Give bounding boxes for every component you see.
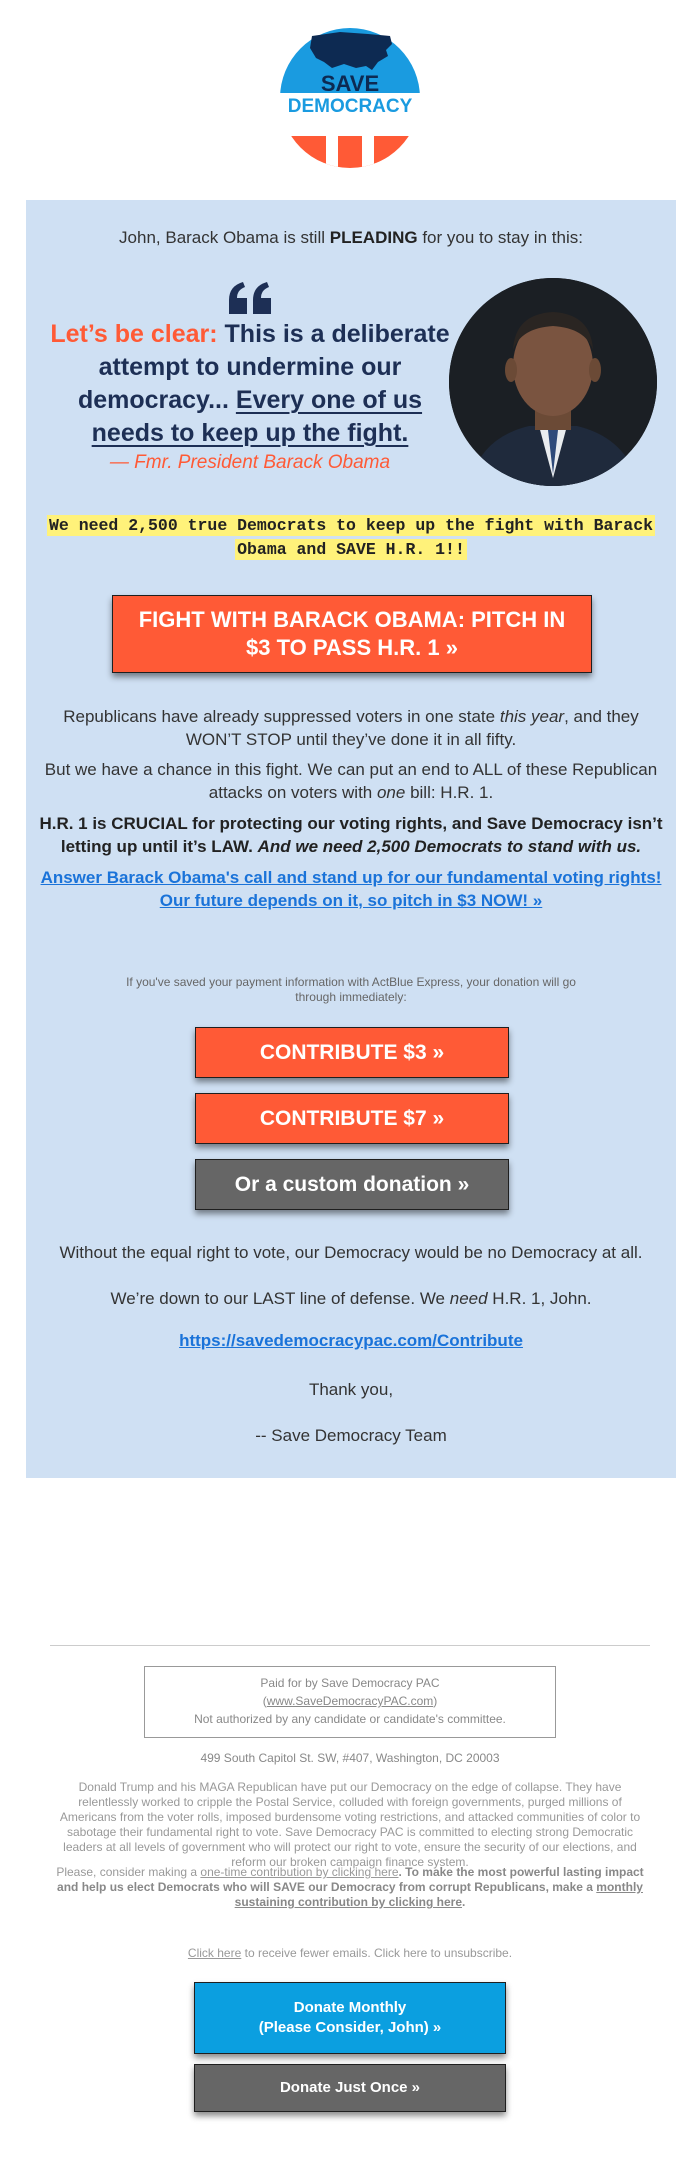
quote-lead: Let’s be clear: bbox=[50, 320, 218, 348]
footer-divider bbox=[50, 1645, 650, 1646]
donate-monthly-button[interactable]: Donate Monthly (Please Consider, John) » bbox=[194, 1982, 506, 2054]
donate-once-button[interactable]: Donate Just Once » bbox=[194, 2064, 506, 2112]
logo-graphic bbox=[280, 18, 420, 168]
quote-attribution: — Fmr. President Barack Obama bbox=[109, 452, 391, 473]
monthly-contribution-link[interactable]: monthly sustaining contribution by clicking here bbox=[234, 1880, 643, 1909]
logo-line2: DEMOCRACY bbox=[287, 96, 413, 117]
pac-address: 499 South Capitol St. SW, #407, Washington, DC 20003 bbox=[200, 1751, 500, 1765]
paragraph-equal-right: Without the equal right to vote, our Democracy would be no Democracy at all. bbox=[59, 1243, 643, 1262]
custom-donation-button[interactable]: Or a custom donation » bbox=[195, 1159, 509, 1210]
fight-with-obama-button[interactable]: FIGHT WITH BARACK OBAMA: PITCH IN $3 TO PASS H.R. 1 » bbox=[112, 595, 592, 673]
paid-by-text: Paid for by Save Democracy PAC bbox=[260, 1676, 440, 1690]
highlight-callout: We need 2,500 true Democrats to keep up the fight with Barack Obama and SAVE H.R. 1!! bbox=[49, 516, 653, 559]
logo-line1: SAVE bbox=[320, 71, 380, 96]
quote-text: Let’s be clear: This is a deliberate attempt to undermine our democracy... Every one of us needs to keep up the fight. bbox=[50, 320, 450, 447]
one-time-contribution-link[interactable]: one-time contribution by clicking here bbox=[200, 1865, 399, 1879]
not-authorized-text: Not authorized by any candidate or candidate's committee. bbox=[194, 1712, 506, 1726]
email-content-card bbox=[26, 200, 676, 1478]
consider-contribution-text: Please, consider making a one-time contribution by clicking here. To make the most powerful lasting impact and help us elect Democrats who will SAVE our Democracy from corrupt Republicans, make a monthly sustaining contribution by clicking here. bbox=[56, 1865, 644, 1909]
intro-line: John, Barack Obama is still PLEADING for you to stay in this: bbox=[119, 228, 583, 247]
obama-quote bbox=[40, 280, 460, 474]
paragraph-hr1-crucial: H.R. 1 is CRUCIAL for protecting our voting rights, and Save Democracy isn’t letting up until it’s LAW. And we need 2,500 Democrats to stand with us. bbox=[39, 814, 663, 856]
fewer-emails-link[interactable]: Click here bbox=[187, 1946, 242, 1960]
answer-call-link[interactable]: Answer Barack Obama's call and stand up for our fundamental voting rights! Our future depends on it, so pitch in $3 NOW! » bbox=[40, 868, 662, 910]
paragraph-one-bill: But we have a chance in this fight. We can put an end to ALL of these Republican attacks on voters with one bill: H.R. 1. bbox=[44, 760, 658, 802]
paid-for-box: Paid for by Save Democracy PAC (www.SaveDemocracyPAC.com) Not authorized by any candidate or candidate's committee. bbox=[144, 1666, 556, 1738]
paragraph-last-line: We’re down to our LAST line of defense. We need H.R. 1, John. bbox=[110, 1289, 592, 1308]
paragraph-suppressed-voters: Republicans have already suppressed voters in one state this year, and they WON’T STOP until they’ve done it in all fifty. bbox=[63, 707, 639, 749]
email-preferences-text: Click here to receive fewer emails. Click here to unsubscribe. bbox=[187, 1946, 513, 1960]
save-democracy-logo bbox=[280, 18, 420, 168]
barack-obama-photo bbox=[449, 278, 657, 486]
portrait-image bbox=[449, 278, 657, 486]
signoff-text: -- Save Democracy Team bbox=[255, 1426, 447, 1445]
thank-you-text: Thank you, bbox=[308, 1380, 394, 1399]
contribute-7-button[interactable]: CONTRIBUTE $7 » bbox=[195, 1093, 509, 1144]
quote-mark-icon bbox=[227, 280, 273, 314]
about-pac-text: Donald Trump and his MAGA Republican have put our Democracy on the edge of collapse. They have relentlessly worked to cripple the Postal Service, colluded with foreign governments, purged millions of Americans from the voter rolls, imposed burdensome voting restrictions, and attacked communities of color to sabotage their fundamental right to vote. Save Democracy PAC is committed to electing strong Democratic leaders at all levels of government who will protect our right to vote, ensure the security of our elections, and reform our broken campaign finance system. bbox=[59, 1780, 641, 1869]
contribute-url-link[interactable]: https://savedemocracypac.com/Contribute bbox=[179, 1331, 523, 1350]
quote-underlined: Every one of us needs to keep up the fight. bbox=[91, 386, 423, 447]
actblue-express-note: If you've saved your payment information with ActBlue Express, your donation will go through immediately: bbox=[126, 975, 576, 1004]
intro-emphasis: PLEADING bbox=[329, 228, 418, 247]
contribute-3-button[interactable]: CONTRIBUTE $3 » bbox=[195, 1027, 509, 1078]
pac-website-link[interactable]: www.SaveDemocracyPAC.com bbox=[266, 1694, 434, 1708]
